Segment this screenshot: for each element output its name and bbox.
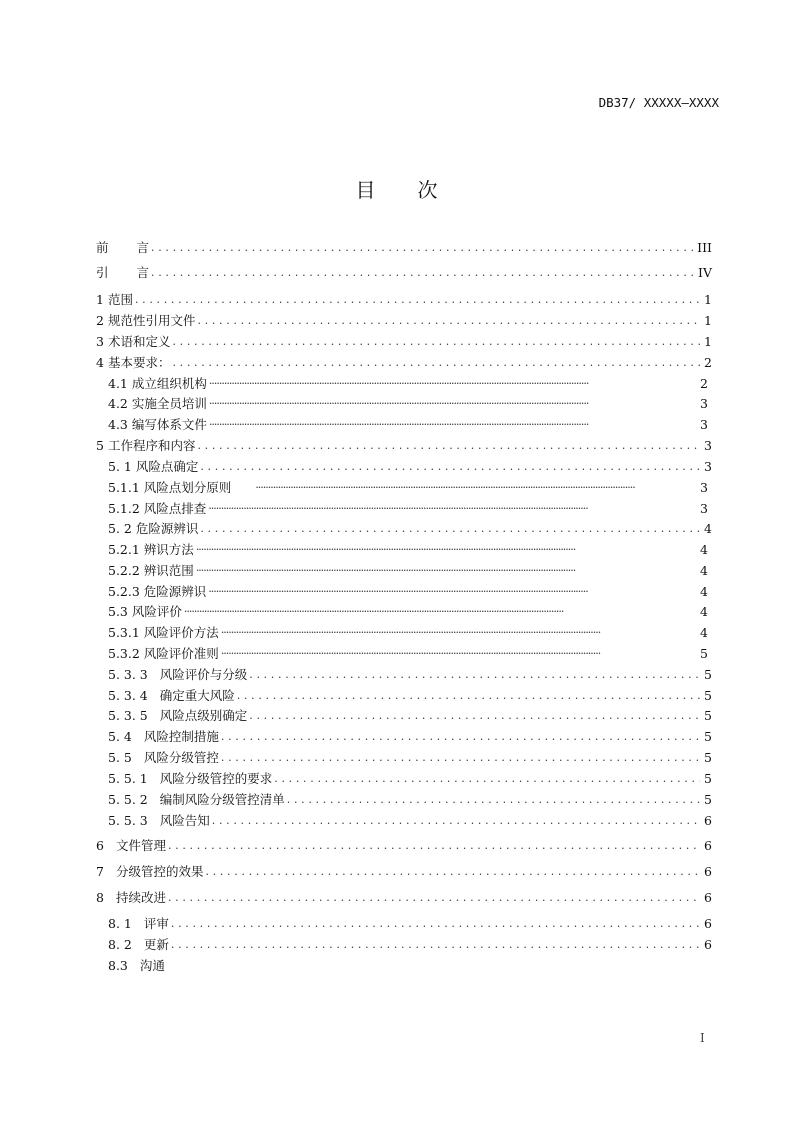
dot-leader	[249, 707, 700, 725]
toc-num: 5. 5. 3	[108, 813, 148, 828]
toc-label: 言	[136, 240, 150, 255]
toc-label: 术语和定义	[107, 334, 171, 349]
toc-num: 5. 4	[108, 729, 132, 744]
dot-leader	[237, 687, 700, 705]
dot-leader	[221, 645, 696, 663]
toc-label: 编写体系文件	[131, 417, 207, 432]
toc-entry-5-1-1[interactable]	[108, 479, 712, 497]
toc-num: 5. 3. 4	[108, 688, 148, 703]
toc-num: 5.3	[108, 604, 128, 619]
toc-label: 风险告知	[159, 813, 210, 828]
toc-entry-5-2-1[interactable]	[108, 541, 712, 559]
toc-label: 范围	[107, 292, 133, 307]
toc-num: 4	[96, 355, 104, 370]
toc-page: 6	[704, 838, 712, 853]
toc-label: 风险点级别确定	[159, 708, 248, 723]
toc-page: 5	[704, 667, 712, 682]
toc-entry-5-3-3[interactable]	[108, 666, 712, 684]
toc-num: 8.3	[108, 958, 128, 973]
toc-num: 4.1	[108, 376, 128, 391]
toc-label: 基本要求：	[107, 355, 171, 370]
toc-page: 5	[704, 750, 712, 765]
toc-entry-5-2-2[interactable]	[108, 562, 712, 580]
toc-entry-1[interactable]	[96, 291, 712, 309]
dot-leader	[184, 603, 696, 621]
toc-num: 5. 5. 2	[108, 792, 148, 807]
dot-leader	[221, 749, 700, 767]
toc-page: 3	[700, 417, 708, 432]
toc-page: 3	[704, 438, 712, 453]
toc-page: 4	[700, 563, 708, 578]
toc-label: 危险源辨识	[143, 584, 207, 599]
toc-entry-4-3[interactable]	[108, 416, 712, 434]
dot-leader	[171, 915, 700, 933]
dot-leader	[249, 666, 700, 684]
toc-num: 5.3.1	[108, 625, 140, 640]
toc-num: 5. 5. 1	[108, 771, 148, 786]
dot-leader	[221, 624, 696, 642]
toc-entry-5-1-2[interactable]	[108, 500, 712, 518]
toc-page: 4	[700, 584, 708, 599]
toc-label: 风险评价	[131, 604, 182, 619]
toc-entry-5-3-1[interactable]	[108, 624, 712, 642]
toc-page: 3	[704, 459, 712, 474]
toc-page: 3	[700, 480, 708, 495]
toc-num: 8	[96, 890, 104, 905]
toc-num: 6	[96, 838, 104, 853]
dot-leader	[221, 728, 700, 746]
toc-label: 实施全员培训	[131, 396, 207, 411]
toc-label: 风险评价准则	[143, 646, 219, 661]
toc-num: 5.2.3	[108, 584, 140, 599]
dot-leader	[208, 583, 696, 601]
toc-page: 1	[704, 334, 712, 349]
toc-page: 1	[704, 292, 712, 307]
toc-entry-5-1[interactable]	[108, 458, 712, 476]
title-char-2: 次	[417, 178, 438, 202]
toc-entry-5-3-5[interactable]	[108, 707, 712, 725]
title-char-1: 目	[355, 178, 376, 202]
toc-page: 3	[700, 501, 708, 516]
toc-num: 5.2.1	[108, 542, 140, 557]
toc-page: 6	[704, 916, 712, 931]
toc-num: 5.2.2	[108, 563, 140, 578]
toc-num: 5. 5	[108, 750, 132, 765]
toc-label: 风险点排查	[143, 501, 207, 516]
dot-leader	[197, 437, 700, 455]
toc-num: 7	[96, 864, 104, 879]
toc-num: 前	[96, 240, 109, 255]
dot-leader	[205, 863, 700, 881]
toc-label: 持续改进	[115, 890, 166, 905]
toc-label: 文件管理	[115, 838, 166, 853]
toc-label: 风险评价方法	[143, 625, 219, 640]
toc-page: 5	[704, 792, 712, 807]
toc-num: 5. 3. 5	[108, 708, 148, 723]
toc-entry-5[interactable]	[96, 437, 712, 455]
page-number: I	[700, 1031, 705, 1045]
toc-num: 5.1.2	[108, 501, 140, 516]
toc-entry-8-2[interactable]	[108, 936, 712, 954]
page-title	[0, 174, 793, 203]
toc-label: 编制风险分级管控清单	[159, 792, 285, 807]
toc-label: 规范性引用文件	[107, 313, 196, 328]
toc-label: 风险点划分原则	[143, 480, 232, 495]
toc-page: 4	[700, 604, 708, 619]
toc-label: 沟通	[139, 958, 165, 973]
toc-page: 2	[700, 376, 708, 391]
toc-num: 引	[96, 265, 109, 280]
toc-num: 5	[96, 438, 104, 453]
dot-leader	[287, 791, 700, 809]
toc-entry-5-2[interactable]	[108, 520, 712, 538]
toc-num: 5. 2	[108, 521, 132, 536]
toc-num: 2	[96, 313, 104, 328]
toc-page: 6	[704, 937, 712, 952]
dot-leader	[196, 562, 696, 580]
toc-entry-5-5-1[interactable]	[108, 770, 712, 788]
dot-leader	[208, 500, 696, 518]
toc-page: 4	[700, 625, 708, 640]
toc-label: 危险源辨识	[135, 521, 199, 536]
dot-leader	[172, 354, 700, 372]
toc-entry-5-3-2[interactable]	[108, 645, 712, 663]
dot-leader	[196, 541, 696, 559]
toc-label: 风险评价与分级	[159, 667, 248, 682]
toc-entry-foreword[interactable]	[96, 239, 712, 257]
toc-num: 4.2	[108, 396, 128, 411]
toc-entry-5-3-4[interactable]	[108, 687, 712, 705]
toc-entry-5-5-2[interactable]	[108, 791, 712, 809]
dot-leader	[200, 458, 700, 476]
dot-leader	[209, 416, 696, 434]
toc-page: 3	[700, 396, 708, 411]
dot-leader	[200, 520, 700, 538]
toc-label: 风险分级管控的要求	[159, 771, 273, 786]
dot-leader	[151, 239, 695, 257]
toc-label: 辨识方法	[143, 542, 194, 557]
toc-num: 8. 1	[108, 916, 132, 931]
toc-entry-3[interactable]	[96, 333, 712, 351]
toc-page: 5	[704, 688, 712, 703]
toc-num: 3	[96, 334, 104, 349]
toc-num: 5.3.2	[108, 646, 140, 661]
toc-label: 评审	[143, 916, 169, 931]
toc-label: 风险分级管控	[143, 750, 219, 765]
toc-label: 辨识范围	[143, 563, 194, 578]
toc-page: 5	[700, 646, 708, 661]
toc-num: 5. 1	[108, 459, 132, 474]
toc-label: 确定重大风险	[159, 688, 235, 703]
toc-label: 更新	[143, 937, 169, 952]
toc-num: 1	[96, 292, 104, 307]
toc-page: III	[697, 240, 712, 255]
dot-leader	[151, 264, 696, 282]
dot-leader	[274, 770, 700, 788]
dot-leader	[168, 837, 700, 855]
toc-entry-5-3[interactable]	[108, 603, 712, 621]
toc-page: 1	[704, 313, 712, 328]
toc-page: 5	[704, 771, 712, 786]
toc-page: 5	[704, 708, 712, 723]
toc-entry-2[interactable]	[96, 312, 712, 330]
toc-label: 风险点确定	[135, 459, 199, 474]
toc-entry-6[interactable]	[96, 837, 712, 855]
toc-entry-introduction[interactable]	[96, 264, 712, 282]
dot-leader	[135, 291, 700, 309]
document-code: DB37/ XXXXX—XXXX	[598, 95, 719, 110]
dot-leader	[172, 333, 700, 351]
dot-leader	[197, 312, 700, 330]
toc-page: IV	[698, 265, 712, 280]
toc-entry-8-1[interactable]	[108, 915, 712, 933]
toc-label: 风险控制措施	[143, 729, 219, 744]
toc-entry-5-5-3[interactable]	[108, 812, 712, 830]
toc-page: 2	[704, 355, 712, 370]
toc-entry-4[interactable]	[96, 354, 712, 372]
toc-page: 4	[704, 521, 712, 536]
toc-entry-4-1[interactable]	[108, 375, 712, 393]
toc-entry-4-2[interactable]	[108, 395, 712, 413]
toc-num: 4.3	[108, 417, 128, 432]
toc-entry-7[interactable]	[96, 863, 712, 881]
toc-page: 6	[704, 813, 712, 828]
dot-leader	[168, 889, 700, 907]
toc-label: 言	[136, 265, 150, 280]
toc-num: 5. 3. 3	[108, 667, 148, 682]
toc-entry-5-5[interactable]	[108, 749, 712, 767]
dot-leader	[209, 395, 696, 413]
dot-leader	[171, 936, 700, 954]
toc-entry-5-4[interactable]	[108, 728, 712, 746]
toc-label: 成立组织机构	[131, 376, 207, 391]
dot-leader	[255, 479, 696, 497]
dot-leader	[212, 812, 700, 830]
toc-label: 分级管控的效果	[115, 864, 204, 879]
toc-page: 6	[704, 890, 712, 905]
dot-leader	[209, 375, 696, 393]
toc-entry-5-2-3[interactable]	[108, 583, 712, 601]
toc-label: 工作程序和内容	[107, 438, 196, 453]
toc-page: 4	[700, 542, 708, 557]
toc-page: 5	[704, 729, 712, 744]
toc-num: 5.1.1	[108, 480, 140, 495]
toc-num: 8. 2	[108, 937, 132, 952]
toc-entry-8[interactable]	[96, 889, 712, 907]
toc-page: 6	[704, 864, 712, 879]
toc-entry-8-3[interactable]	[108, 957, 712, 975]
